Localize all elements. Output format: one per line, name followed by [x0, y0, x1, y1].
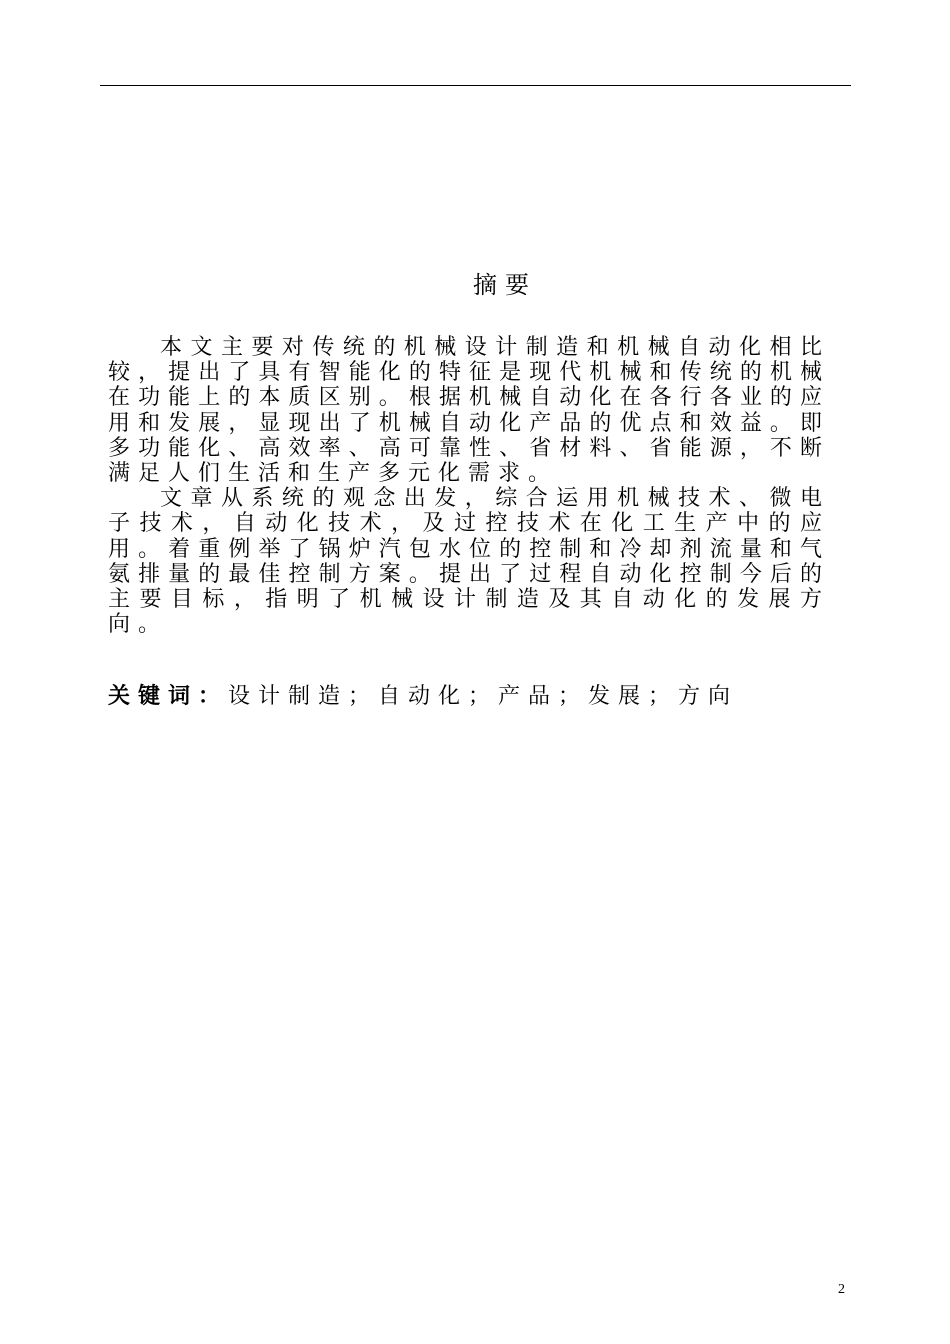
abstract-paragraph-1: 本文主要对传统的机械设计制造和机械自动化相比较，提出了具有智能化的特征是现代机械和传统的机械在功能上的本质区别。根据机械自动化在各行各业的应用和发展，显现出了机械自动化产品的优点和效益。即多功能化、高效率、高可靠性、省材料、省能源，不断满足人们生活和生产多元化需求。 — [108, 335, 830, 487]
abstract-paragraph-2: 文章从系统的观念出发，综合运用机械技术、微电子技术，自动化技术，及过控技术在化工生产中的应用。着重例举了锅炉汽包水位的控制和冷却剂流量和气氨排量的最佳控制方案。提出了过程自动化控制今后的主要目标，指明了机械设计制造及其自动化的发展方向。 — [108, 486, 830, 638]
keywords-line — [108, 683, 830, 711]
abstract-title: 摘要 — [473, 271, 537, 299]
abstract-body — [108, 335, 830, 637]
keywords-list: 设计制造；自动化；产品；发展；方向 — [228, 684, 739, 709]
page-number: 2 — [838, 1282, 845, 1297]
keywords-label: 关键词： — [108, 684, 229, 709]
header-rule — [100, 85, 851, 86]
